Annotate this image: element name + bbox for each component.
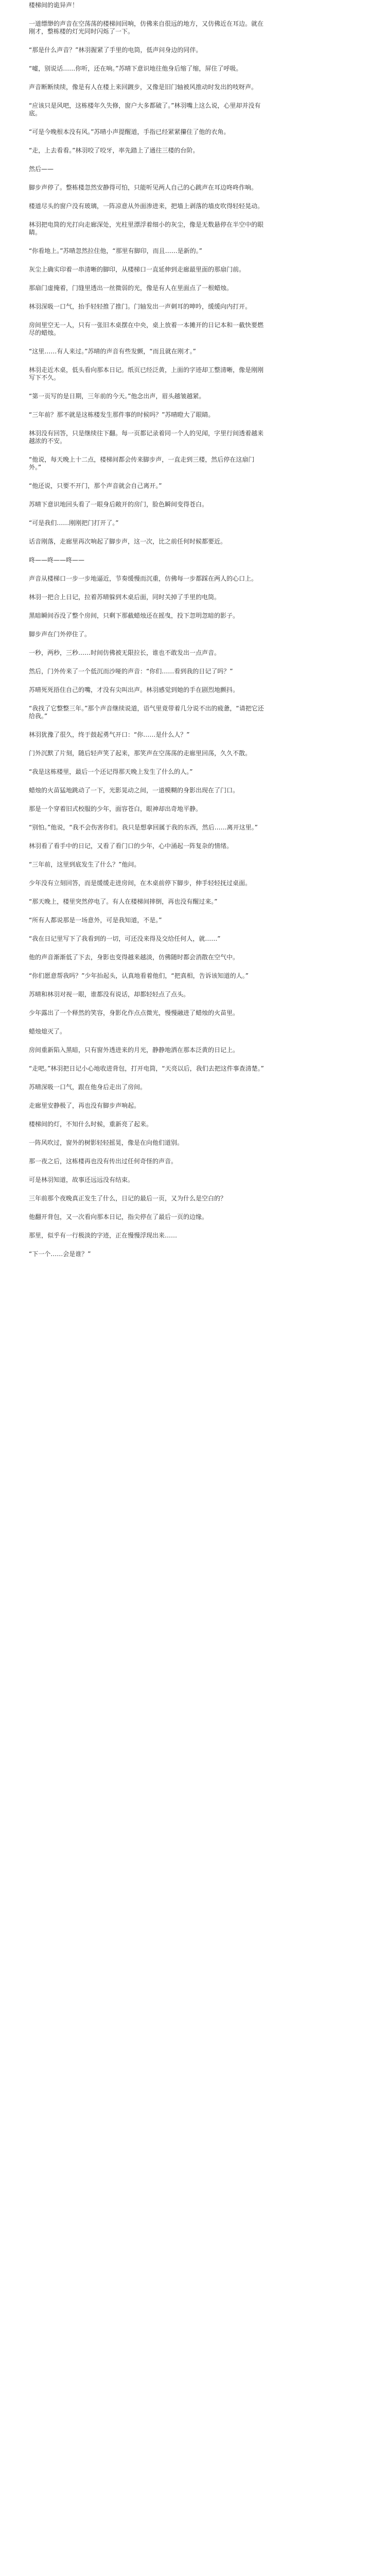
paragraph: 一道缥缈的声音在空荡荡的楼梯间回响，仿佛来自很远的地方，又仿佛近在耳边。就在刚才，整栋楼的灯光同时闪烁了一下。: [29, 20, 264, 35]
paragraph: 一阵风吹过，窗外的树影轻轻摇晃，像是在向他们道别。: [29, 1139, 184, 1146]
paragraph: 苏晴深吸一口气，跟在他身后走出了房间。: [29, 1083, 147, 1091]
paragraph: 三年前那个夜晚真正发生了什么，日记的最后一页，又为什么是空白的？: [29, 1195, 227, 1202]
paragraph: 林羽走近木桌，低头看向那本日记。纸页已经泛黄，上面的字迹却工整清晰，像是刚刚写下不久。: [29, 366, 264, 381]
paragraph: “他说，每天晚上十二点，楼梯间都会传来脚步声，一直走到三楼，然后停在这扇门外。”: [29, 456, 255, 471]
paragraph: “走吧。”林羽把日记小心地收进背包，打开电筒，“天亮以后，我们去把这件事查清楚。”: [29, 1065, 264, 1072]
paragraph: 脚步声停了。整栋楼忽然安静得可怕，只能听见两人自己的心跳声在耳边咚咚作响。: [29, 184, 258, 191]
paragraph: 苏晴下意识地回头看了一眼身后敞开的房门，脸色瞬间变得苍白。: [29, 501, 208, 508]
paragraph: 然后，门外传来了一个低沉而沙哑的声音：“你们……看到我的日记了吗？”: [29, 668, 233, 675]
paragraph: 林羽看了看手中的日记，又看了看门口的少年，心中涌起一阵复杂的情绪。: [29, 842, 233, 850]
paragraph: 房间里空无一人，只有一张旧木桌摆在中央，桌上放着一本摊开的日记本和一截快要燃尽的蜡烛。: [29, 321, 264, 336]
paragraph: 楼梯间的灯，不知什么时候，重新亮了起来。: [29, 1121, 153, 1128]
paragraph: 然后——: [29, 165, 54, 173]
paragraph: 林羽把电筒的光打向走廊深处，光柱里漂浮着细小的灰尘，像是无数悬停在半空中的眼睛。: [29, 221, 264, 236]
paragraph: 他翻开背包，又一次看向那本日记，指尖停在了最后一页的边缘。: [29, 1213, 208, 1221]
paragraph: 林羽犹豫了很久，终于鼓起勇气开口：“你……是什么人？”: [29, 731, 190, 738]
paragraph: 少年露出了一个释然的笑容，身影化作点点微光，慢慢融进了蜡烛的火苗里。: [29, 1009, 239, 1016]
paragraph: 楼道尽头的窗户没有玻璃，一阵凉意从外面渗进来，把墙上剥落的墙皮吹得轻轻晃动。: [29, 202, 264, 210]
paragraph: 那扇门虚掩着，门缝里透出一丝微弱的光，像是有人在里面点了一根蜡烛。: [29, 284, 233, 292]
paragraph: 林羽没有回答，只是继续往下翻。每一页都记录着同一个人的见闻，字里行间透着越来越浓的不安。: [29, 430, 264, 445]
paragraph: 脚步声在门外停住了。: [29, 631, 91, 638]
paragraph: 那里，似乎有一行极淡的字迹，正在慢慢浮现出来……: [29, 1232, 178, 1239]
paragraph: “嘘，别说话……你听，还在响。”苏晴下意识地往他身后缩了缩，屏住了呼吸。: [29, 65, 242, 72]
paragraph: “别怕。”他说，“我不会伤害你们。我只是想拿回属于我的东西，然后……离开这里。”: [29, 824, 258, 831]
paragraph: “三年前？那不就是这栋楼发生那件事的时候吗？”苏晴瞪大了眼睛。: [29, 411, 215, 418]
paragraph: 咚——咚——咚——: [29, 556, 85, 564]
paragraph: 林羽深吸一口气，抬手轻轻推了推门。门轴发出一声刺耳的呻吟，缓缓向内打开。: [29, 303, 252, 310]
paragraph: “那是什么声音？”林羽握紧了手里的电筒，低声问身边的同伴。: [29, 46, 202, 54]
paragraph: “三年前，这里到底发生了什么？”他问。: [29, 861, 141, 868]
paragraph: 话音刚落，走廊里再次响起了脚步声，这一次，比之前任何时候都要近。: [29, 538, 227, 545]
paragraph: 蜡烛的火苗猛地跳动了一下，光影晃动之间，一道模糊的身影出现在了门口。: [29, 787, 239, 794]
paragraph: 少年没有立刻回答，而是缓缓走进房间，在木桌前停下脚步，伸手轻轻抚过桌面。: [29, 879, 252, 887]
paragraph: 蜡烛熄灭了。: [29, 1028, 66, 1035]
paragraph: 那一夜之后，这栋楼再也没有传出过任何奇怪的声音。: [29, 1158, 178, 1165]
paragraph: “我是这栋楼里，最后一个还记得那天晚上发生了什么的人。”: [29, 768, 193, 775]
paragraph: “第一页写的是日期，三年前的今天。”他念出声，眉头越皱越紧。: [29, 393, 205, 400]
paragraph: 一秒，两秒，三秒……时间仿佛被无限拉长，谁也不敢发出一点声音。: [29, 649, 221, 656]
paragraph: “可是我们……刚刚把门打开了。”: [29, 519, 119, 527]
paragraph: 房间重新陷入黑暗，只有窗外透进来的月光，静静地洒在那本泛黄的日记上。: [29, 1046, 239, 1054]
paragraph: “我找了它整整三年。”那个声音继续说道，语气里竟带着几分说不出的疲惫，“请把它还给我。”: [29, 705, 264, 720]
paragraph: 林羽一把合上日记，拉着苏晴躲到木桌后面，同时关掉了手里的电筒。: [29, 594, 221, 601]
paragraph: 声音从楼梯口一步一步地逼近，节奏缓慢而沉重，仿佛每一步都踩在两人的心口上。: [29, 575, 258, 582]
paragraph: “我在日记里写下了我看到的一切，可还没来得及交给任何人，就……”: [29, 935, 221, 942]
paragraph: 那是一个穿着旧式校服的少年，面容苍白，眼神却出奇地平静。: [29, 805, 202, 812]
paragraph: “所有人都说那是一场意外，可是我知道，不是。”: [29, 917, 162, 924]
paragraph: “那天晚上，楼里突然停电了。有人在楼梯间摔倒，再也没有醒过来。”: [29, 898, 218, 905]
paragraph: 他的声音渐渐低了下去，身影也变得越来越淡，仿佛随时都会消散在空气中。: [29, 954, 239, 961]
paragraph: 可是林羽知道，故事还远远没有结束。: [29, 1176, 134, 1183]
paragraph: 声音断断续续，像是有人在楼上来回踱步，又像是旧门轴被风推动时发出的吱呀声。: [29, 83, 258, 91]
paragraph: 苏晴和林羽对视一眼，谁都没有说话，却都轻轻点了点头。: [29, 991, 190, 998]
paragraph: “应该只是风吧，这栋楼年久失修，窗户大多都破了。”林羽嘴上这么说，心里却并没有底。: [29, 102, 261, 117]
paragraph: 苏晴死死捂住自己的嘴，才没有尖叫出声。林羽感觉到她的手在剧烈地颤抖。: [29, 686, 239, 693]
paragraph: “这里……有人来过。”苏晴的声音有些发颤，“而且就在刚才。”: [29, 348, 196, 355]
paragraph: “下一个……会是谁？”: [29, 1250, 91, 1258]
paragraph: 门外沉默了片刻，随后轻声笑了起来，那笑声在空荡荡的走廊里回荡，久久不散。: [29, 750, 252, 757]
paragraph: 黑暗瞬间吞没了整个房间，只剩下那截蜡烛还在摇曳，投下忽明忽暗的影子。: [29, 612, 239, 619]
paragraph: 灰尘上确实印着一串清晰的脚印，从楼梯口一直延伸到走廊最里面的那扇门前。: [29, 266, 246, 273]
paragraph: “他还说，只要不开门，那个声音就会自己离开。”: [29, 482, 162, 489]
paragraph: “你们愿意帮我吗？”少年抬起头，认真地看着他们，“把真相，告诉该知道的人。”: [29, 972, 249, 979]
paragraph: “你看地上。”苏晴忽然拉住他，“那里有脚印，而且……是新的。”: [29, 247, 202, 255]
paragraph: “可是今晚根本没有风。”苏晴小声提醒道，手指已经紧紧攥住了他的衣角。: [29, 128, 230, 135]
paragraph: 走廊里安静极了，再也没有脚步声响起。: [29, 1102, 141, 1109]
paragraph: “走，上去看看。”林羽咬了咬牙，率先踏上了通往三楼的台阶。: [29, 147, 199, 154]
paragraph: 楼梯间的诡异声！: [29, 2, 79, 9]
